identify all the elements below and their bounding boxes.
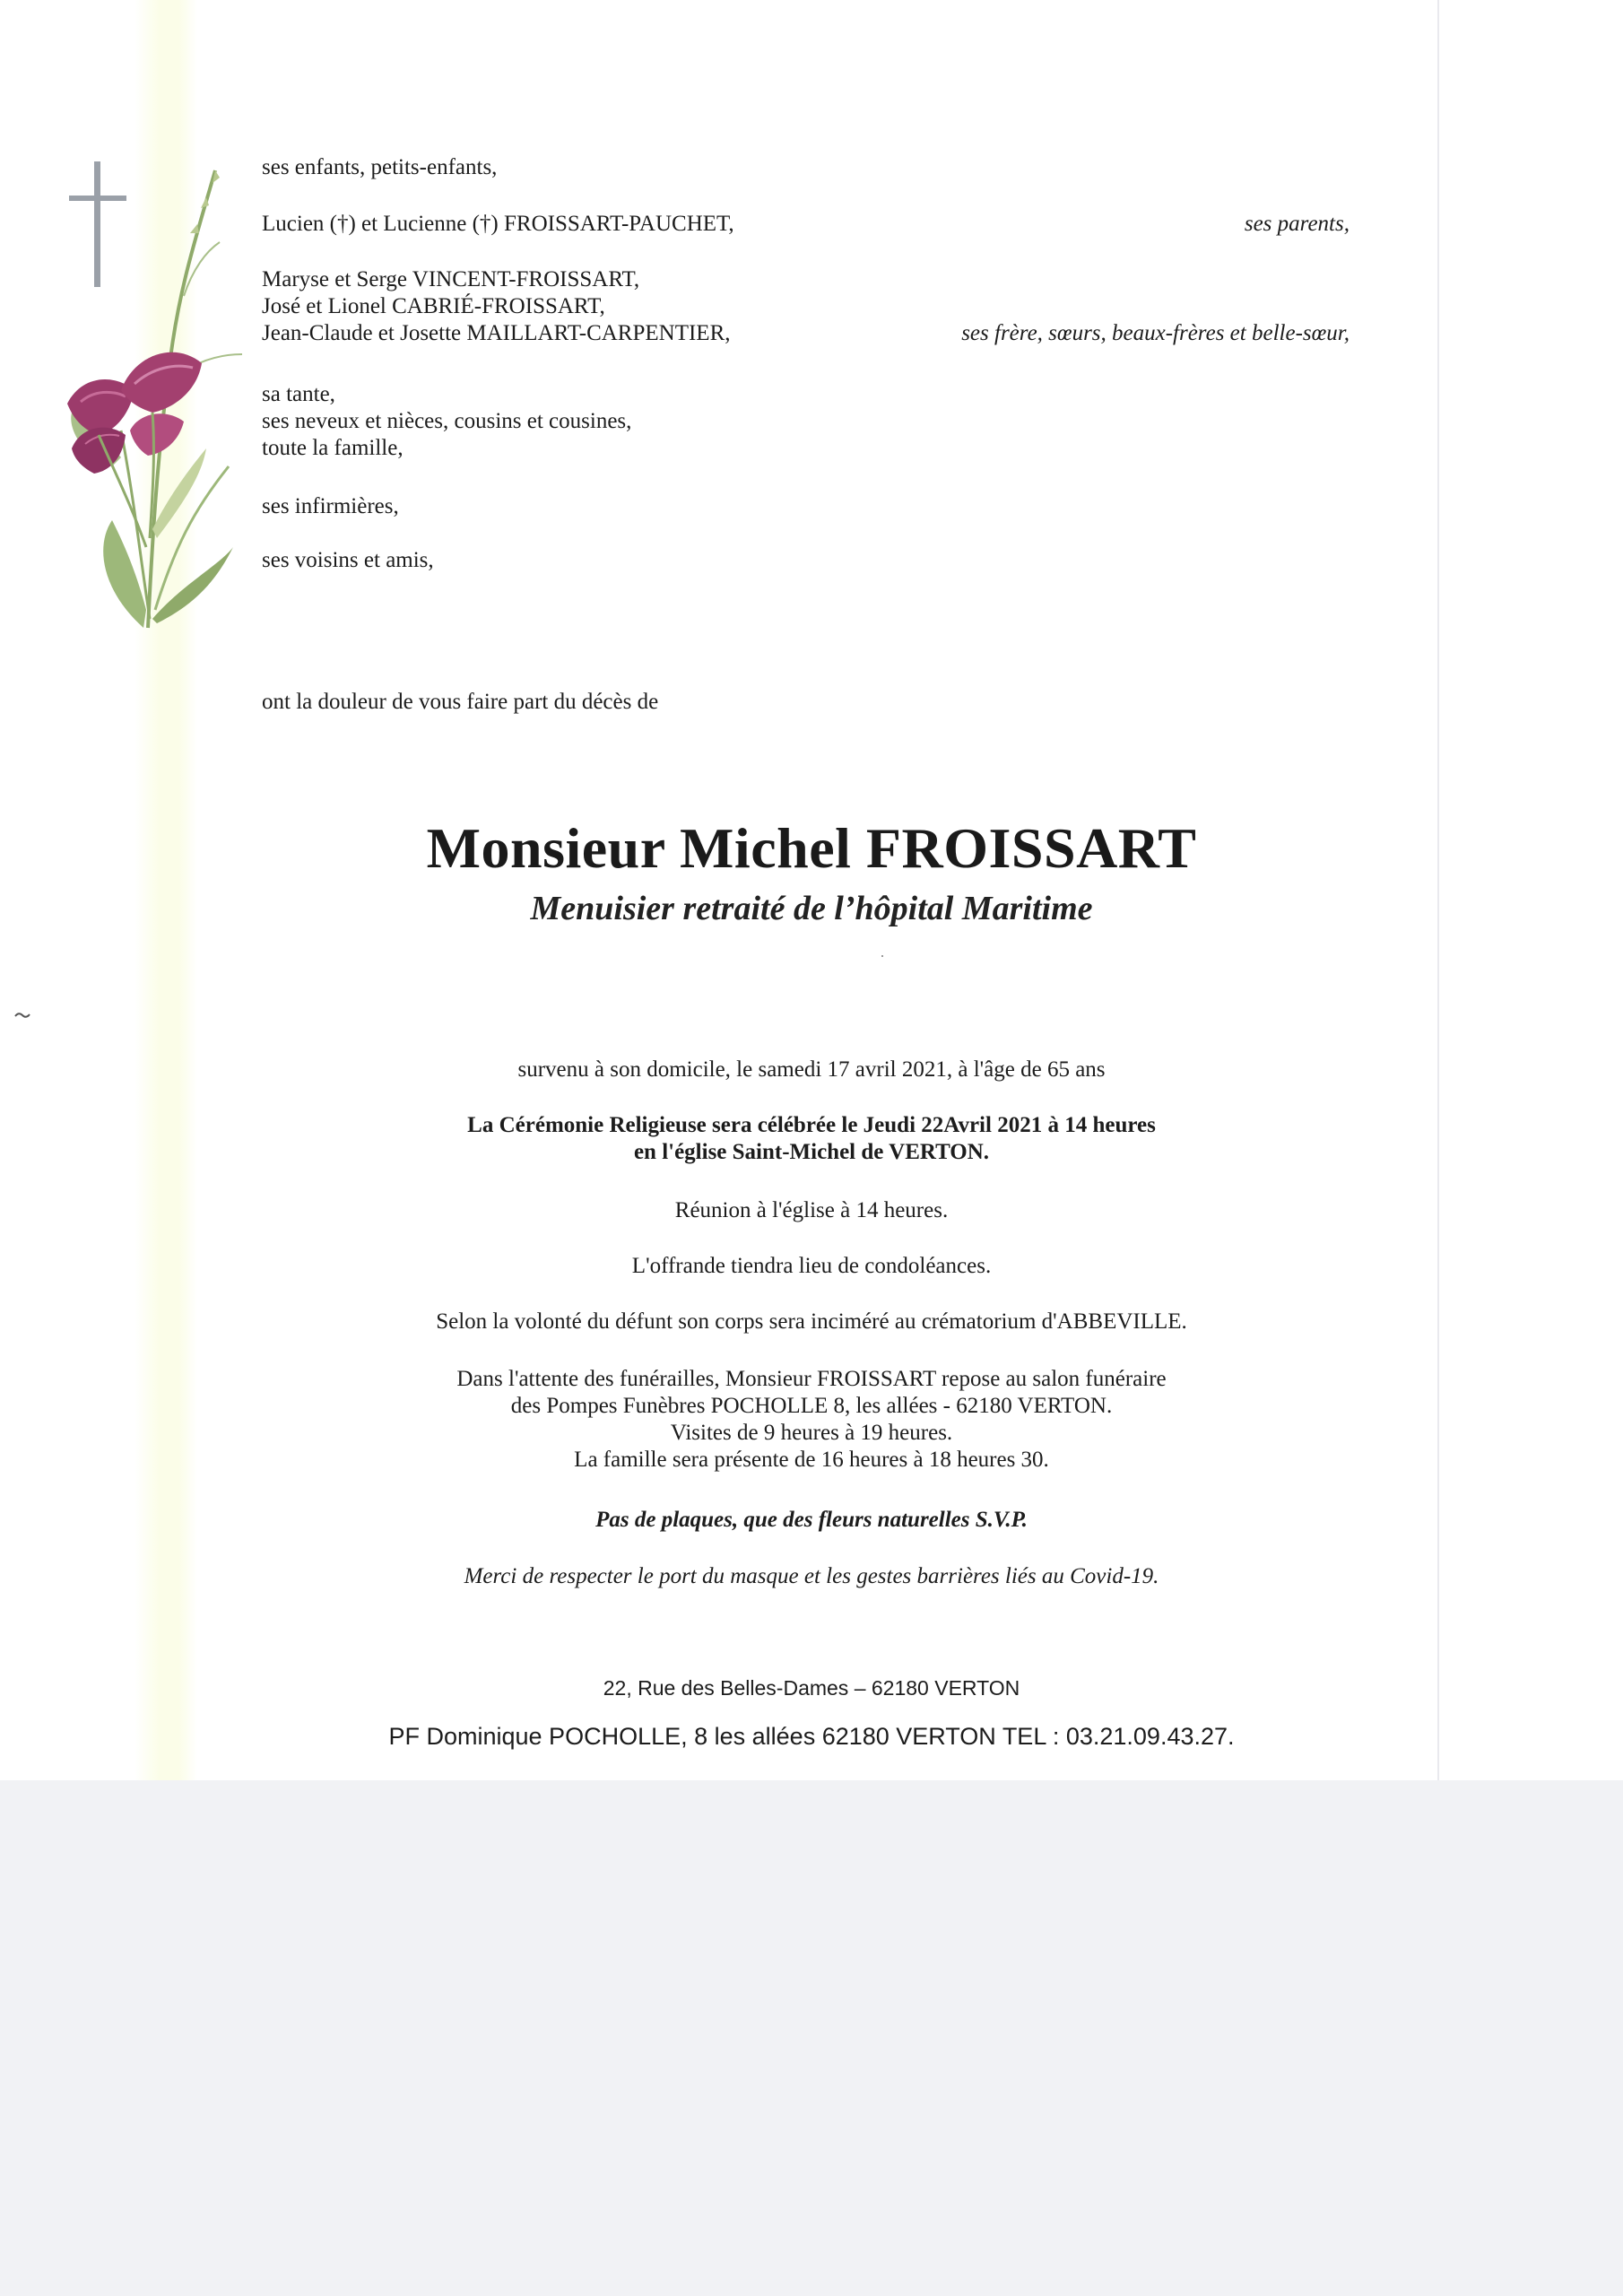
relative-line: ses neveux et nièces, cousins et cousines, bbox=[262, 409, 632, 433]
flowers-note: Pas de plaques, que des fleurs naturelles S.V.P. bbox=[595, 1508, 1028, 1532]
calla-lily-illustration bbox=[49, 161, 256, 637]
announcement: ont la douleur de vous faire part du décès de bbox=[262, 690, 659, 714]
relative-line: toute la famille, bbox=[262, 436, 404, 460]
relative-line: sa tante, bbox=[262, 382, 335, 406]
death-notice: survenu à son domicile, le samedi 17 avril 2021, à l'âge de 65 ans bbox=[517, 1057, 1106, 1082]
covid-note: Merci de respecter le port du masque et les gestes barrières liés au Covid-19. bbox=[464, 1564, 1159, 1588]
rest-line: Visites de 9 heures à 19 heures. bbox=[670, 1421, 953, 1445]
parents-names: Lucien (†) et Lucienne (†) FROISSART-PAUCHET, bbox=[262, 212, 734, 236]
nurses-line: ses infirmières, bbox=[262, 494, 399, 518]
sibling-line: Maryse et Serge VINCENT-FROISSART, bbox=[262, 267, 640, 291]
cremation-line: Selon la volonté du défunt son corps sera inciméré au crématorium d'ABBEVILLE. bbox=[436, 1309, 1187, 1334]
ceremony-line: en l'église Saint-Michel de VERTON. bbox=[633, 1140, 990, 1164]
rest-line: La famille sera présente de 16 heures à 18 heures 30. bbox=[574, 1448, 1049, 1472]
sibling-line: Jean-Claude et Josette MAILLART-CARPENTIER, bbox=[262, 321, 731, 345]
deceased-occupation: Menuisier retraité de l’hôpital Maritime bbox=[530, 890, 1093, 927]
home-address: 22, Rue des Belles-Dames – 62180 VERTON bbox=[603, 1676, 1020, 1700]
rest-line: des Pompes Funèbres POCHOLLE 8, les allées - 62180 VERTON. bbox=[510, 1394, 1113, 1418]
scan-dot bbox=[881, 955, 883, 957]
rest-line: Dans l'attente des funérailles, Monsieur FROISSART repose au salon funéraire bbox=[456, 1367, 1167, 1391]
offering-line: L'offrande tiendra lieu de condoléances. bbox=[631, 1254, 992, 1278]
scanner-background bbox=[0, 1780, 1623, 2296]
parents-role: ses parents, bbox=[1244, 212, 1350, 236]
reunion-line: Réunion à l'église à 14 heures. bbox=[674, 1198, 949, 1222]
siblings-role: ses frère, sœurs, beaux-frères et belle-sœur, bbox=[961, 321, 1350, 345]
cross-icon bbox=[69, 161, 126, 287]
ceremony-line: La Cérémonie Religieuse sera célébrée le Jeudi 22Avril 2021 à 14 heures bbox=[467, 1113, 1156, 1137]
deceased-name: Monsieur Michel FROISSART bbox=[426, 816, 1197, 880]
friends-line: ses voisins et amis, bbox=[262, 548, 434, 572]
scan-speck bbox=[14, 1011, 30, 1020]
sibling-line: José et Lionel CABRIÉ-FROISSART, bbox=[262, 294, 605, 318]
children-line: ses enfants, petits-enfants, bbox=[262, 155, 498, 179]
funeral-home-line: PF Dominique POCHOLLE, 8 les allées 62180 VERTON TEL : 03.21.09.43.27. bbox=[388, 1723, 1235, 1750]
